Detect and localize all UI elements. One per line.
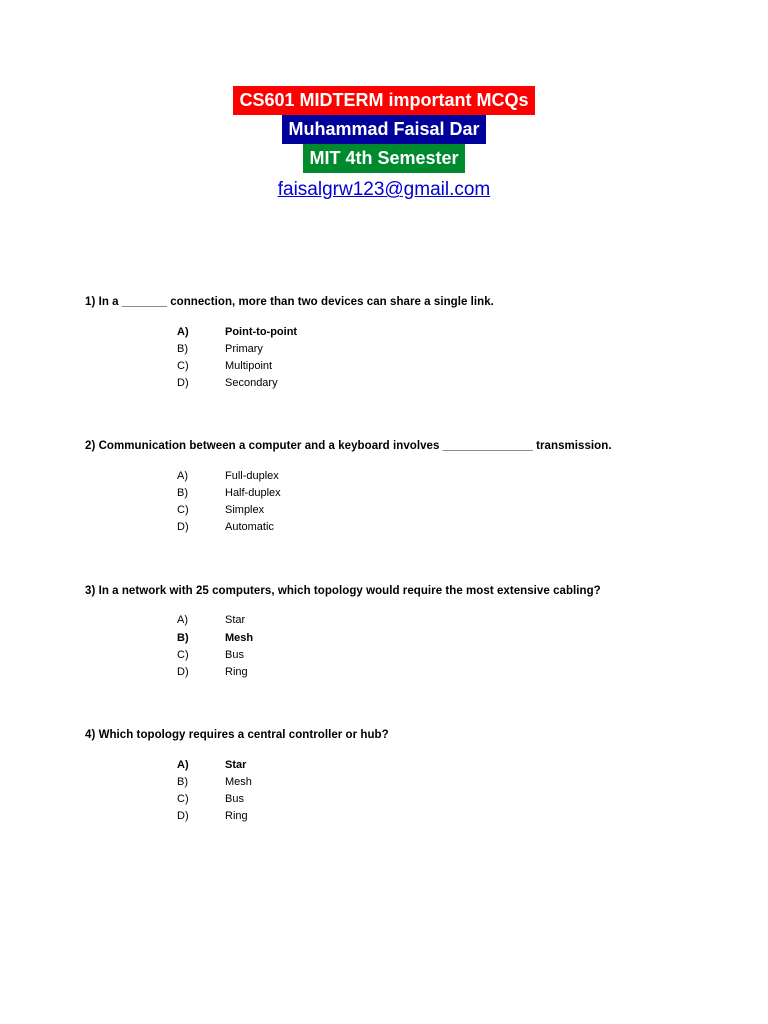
- options-list: [85, 468, 708, 536]
- option-letter: C): [177, 504, 189, 517]
- option-letter: B): [177, 487, 188, 500]
- option-row[interactable]: [177, 324, 708, 341]
- options-list: [85, 612, 708, 680]
- author-line: [0, 115, 768, 144]
- question-text: 4) Which topology requires a central controller or hub?: [85, 728, 389, 741]
- option-row[interactable]: [177, 647, 708, 664]
- email-link[interactable]: faisalgrw123@gmail.com: [277, 179, 491, 201]
- question-block: [85, 295, 708, 392]
- option-text: Bus: [225, 792, 244, 805]
- option-text: Full-duplex: [225, 470, 279, 483]
- option-text: Mesh: [225, 775, 252, 788]
- option-text: Secondary: [225, 377, 278, 390]
- option-letter: B): [177, 775, 188, 788]
- option-row[interactable]: [177, 358, 708, 375]
- program-line: [0, 144, 768, 173]
- option-letter: A): [177, 614, 188, 627]
- option-text: Star: [225, 758, 247, 771]
- option-row[interactable]: [177, 808, 708, 825]
- option-text: Ring: [225, 665, 248, 678]
- option-row[interactable]: [177, 468, 708, 485]
- option-row[interactable]: [177, 502, 708, 519]
- option-row[interactable]: [177, 630, 708, 647]
- option-letter: C): [177, 792, 189, 805]
- document-title: CS601 MIDTERM important MCQs: [233, 86, 534, 115]
- options-list: [85, 757, 708, 825]
- option-letter: B): [177, 343, 188, 356]
- option-row[interactable]: [177, 757, 708, 774]
- option-letter: A): [177, 326, 189, 339]
- question-block: [85, 584, 708, 681]
- options-list: [85, 324, 708, 392]
- option-text: Star: [225, 614, 246, 627]
- option-text: Mesh: [225, 631, 254, 644]
- option-letter: D): [177, 809, 189, 822]
- option-row[interactable]: [177, 485, 708, 502]
- option-text: Primary: [225, 343, 263, 356]
- document-header: [0, 0, 768, 201]
- question-text: 3) In a network with 25 computers, which topology would require the most extensive cabling?: [85, 584, 601, 597]
- option-letter: C): [177, 648, 189, 661]
- question-block: [85, 728, 708, 825]
- option-row[interactable]: [177, 375, 708, 392]
- email-line: [0, 179, 768, 201]
- option-text: Half-duplex: [225, 487, 281, 500]
- option-letter: D): [177, 521, 189, 534]
- question-text: 2) Communication between a computer and a keyboard involves ______________ transmission.: [85, 440, 612, 453]
- option-row[interactable]: [177, 664, 708, 681]
- option-text: Simplex: [225, 504, 265, 517]
- option-row[interactable]: [177, 791, 708, 808]
- program-name: MIT 4th Semester: [303, 144, 464, 173]
- option-text: Automatic: [225, 521, 274, 534]
- option-letter: D): [177, 665, 189, 678]
- option-letter: A): [177, 470, 188, 483]
- option-row[interactable]: [177, 774, 708, 791]
- option-letter: D): [177, 377, 189, 390]
- option-row[interactable]: [177, 612, 708, 629]
- option-letter: C): [177, 360, 189, 373]
- questions-list: [0, 295, 768, 825]
- option-letter: A): [177, 758, 189, 771]
- author-name: Muhammad Faisal Dar: [282, 115, 485, 144]
- option-letter: B): [177, 631, 189, 644]
- option-row[interactable]: [177, 341, 708, 358]
- question-block: [85, 439, 708, 536]
- option-row[interactable]: [177, 519, 708, 536]
- option-text: Multipoint: [225, 360, 273, 373]
- option-text: Point-to-point: [225, 326, 298, 339]
- question-text: 1) In a _______ connection, more than two devices can share a single link.: [85, 296, 494, 309]
- option-text: Bus: [225, 648, 244, 661]
- title-line: [0, 86, 768, 115]
- option-text: Ring: [225, 809, 248, 822]
